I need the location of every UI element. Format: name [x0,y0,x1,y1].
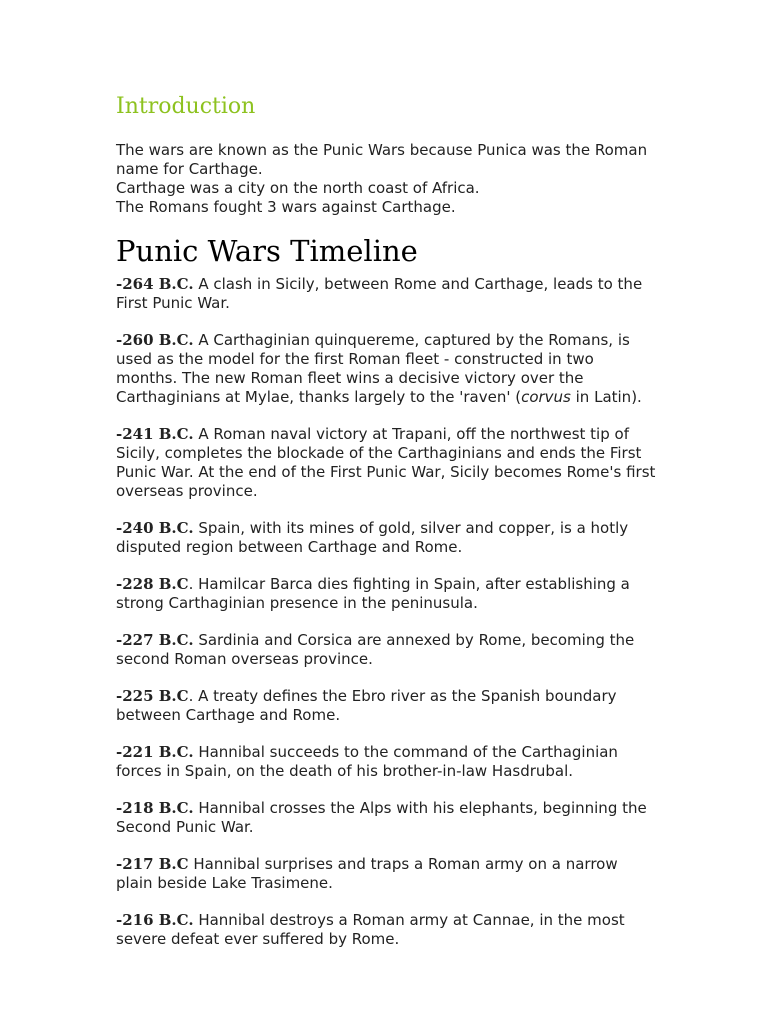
timeline-entry [116,425,656,501]
intro-line: The wars are known as the Punic Wars because Punica was the Roman name for Carthage. [116,141,648,178]
entry-year: -221 B.C. [116,743,194,761]
entry-text: Hannibal destroys a Roman army at Cannae, in the most severe defeat ever suffered by Rome. [116,911,625,948]
entry-year: -227 B.C. [116,631,194,649]
introduction-heading: Introduction [116,94,256,119]
entry-year: -228 B.C [116,575,189,593]
timeline-list [116,275,656,949]
timeline-entry [116,911,656,949]
timeline-entry [116,631,656,669]
entry-year: -240 B.C. [116,519,194,537]
intro-line: The Romans fought 3 wars against Carthage. [116,198,456,216]
entry-year: -216 B.C. [116,911,194,929]
timeline-entry [116,519,656,557]
entry-year: -260 B.C. [116,331,194,349]
entry-text: . A treaty defines the Ebro river as the Spanish boundary between Carthage and Rome. [116,687,617,724]
intro-line: Carthage was a city on the north coast of Africa. [116,179,480,197]
entry-text: A clash in Sicily, between Rome and Carthage, leads to the First Punic War. [116,275,643,312]
timeline-entry [116,855,656,893]
timeline-entry [116,799,656,837]
entry-year: -264 B.C. [116,275,194,293]
entry-text: A Roman naval victory at Trapani, off the northwest tip of Sicily, completes the blockade of the Carthaginians and ends the First Punic War. At the end of the First Punic War, Sicily becomes Rome's first overseas province. [116,425,656,500]
entry-text: Hannibal succeeds to the command of the Carthaginian forces in Spain, on the death of his brother-in-law Hasdrubal. [116,743,618,780]
entry-text: . Hamilcar Barca dies fighting in Spain, after establishing a strong Carthaginian presence in the peninusula. [116,575,630,612]
timeline-entry [116,687,656,725]
entry-text: Hannibal surprises and traps a Roman army on a narrow plain beside Lake Trasimene. [116,855,618,892]
entry-text: A Carthaginian quinquereme, captured by the Romans, is used as the model for the first Roman fleet - constructed in two months. The new Roman fleet wins a decisive victory over the Carthaginians at Mylae, thanks largely to the 'raven' ( [116,331,630,406]
entry-year: -218 B.C. [116,799,194,817]
entry-text-tail: in Latin). [570,388,642,406]
entry-italic-term: corvus [521,388,571,406]
timeline-entry [116,331,656,407]
timeline-entry [116,575,656,613]
timeline-heading: Punic Wars Timeline [116,234,418,268]
entry-text: Hannibal crosses the Alps with his elephants, beginning the Second Punic War. [116,799,647,836]
introduction-text [116,141,656,217]
entry-year: -225 B.C [116,687,189,705]
entry-text: Sardinia and Corsica are annexed by Rome, becoming the second Roman overseas province. [116,631,635,668]
entry-year: -241 B.C. [116,425,194,443]
entry-year: -217 B.C [116,855,189,873]
entry-text: Spain, with its mines of gold, silver and copper, is a hotly disputed region between Carthage and Rome. [116,519,629,556]
timeline-entry [116,275,656,313]
timeline-entry [116,743,656,781]
document-page [116,92,656,967]
